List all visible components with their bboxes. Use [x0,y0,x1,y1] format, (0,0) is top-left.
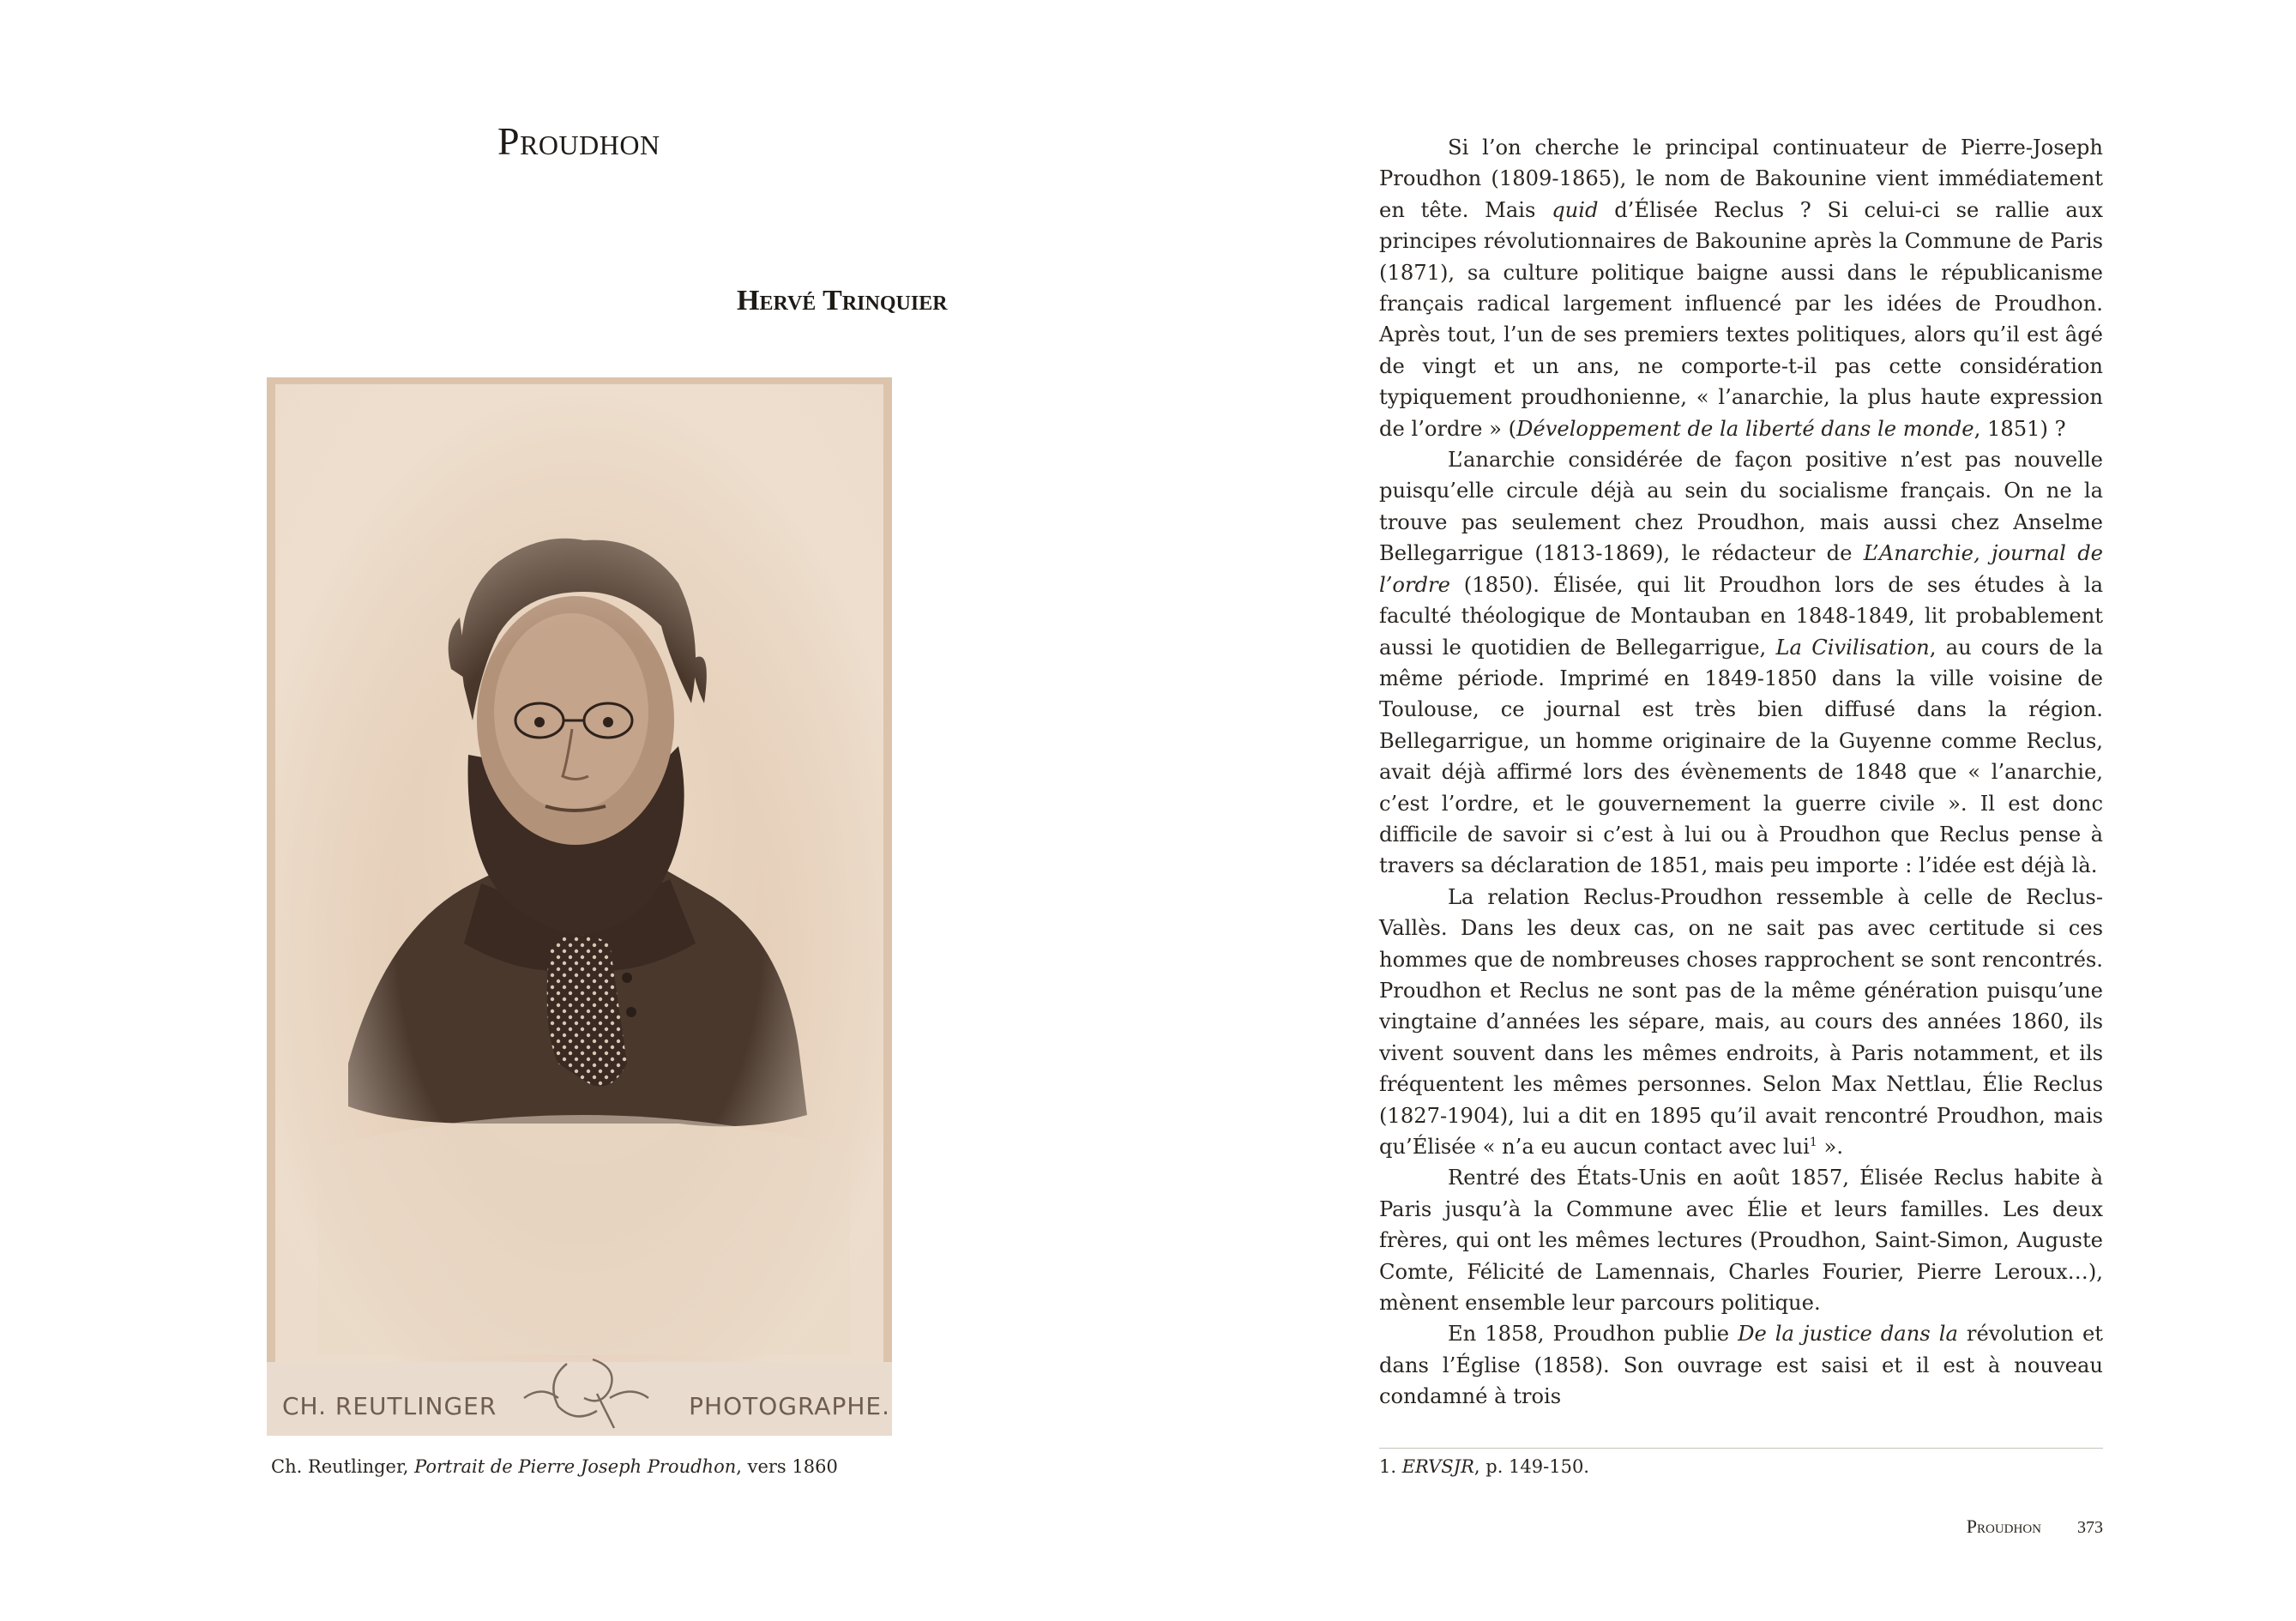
body-text [1379,132,2103,1413]
text-run: ». [1817,1135,1844,1159]
footnote-source: ERVSJR [1401,1456,1474,1477]
footnote-ref: 1 [1809,1135,1817,1149]
text-run: Si l’on cherche le principal continuateur de Pierre-Joseph Proudhon (1809-1865), le nom de Bakounine vient immédiatement en tête. Mais [1379,136,2103,222]
running-head-title: Proudhon [1966,1516,2041,1537]
caption-suffix: , vers 1860 [736,1456,838,1477]
text-run: révolution et dans l’Église (1858). Son ouvrage est saisi et il est à nouveau condamné à trois [1379,1322,2103,1409]
portrait-photograph [267,377,892,1436]
caption-prefix: Ch. Reutlinger, [271,1456,415,1477]
body-paragraph [1379,882,2103,1163]
italic-run: L’Anarchie, journal de l’ordre [1379,541,2104,597]
text-run: d’Élisée Reclus ? Si celui-ci se rallie aux principes révolutionnaires de Bakounine après la Commune de Paris (1871), sa culture politique baigne aussi dans le républicanisme français radical largement influencé par les idées de Proudhon. Après tout, l’un de ses premiers textes politiques, alors qu’il est âgé de vingt et un ans, ne comporte-t-il pas cette considération typiquement proudhonienne, « l’anarchie, la plus haute expression de l’ordre » ( [1379,197,2103,441]
text-run: , 1851) ? [1974,416,2066,441]
page-number: 373 [2077,1518,2103,1537]
chapter-author: Hervé Trinquier [737,285,948,316]
footnote-rest: , p. 149-150. [1473,1456,1589,1477]
text-run: L’anarchie considérée de façon positive n’est pas nouvelle puisqu’elle circule déjà au sein du socialisme français. On ne la trouve pas seulement chez Proudhon, mais aussi chez Anselme Bellegarrigue (1813-1869), le rédacteur de [1379,448,2103,566]
italic-run: Développement de la liberté dans le monde [1516,416,1974,441]
text-run: Rentré des États-Unis en août 1857, Élisée Reclus habite à Paris jusqu’à la Commune avec Élie et leurs familles. Les deux frères, qui ont les mêmes lectures (Proudhon, Saint-Simon, Auguste Comte, Félicité de Lamennais, Charles Fourier, Pierre Leroux…), mènent ensemble leur parcours politique. [1379,1166,2103,1316]
text-run: La relation Reclus-Proudhon ressemble à celle de Reclus-Vallès. Dans les deux cas, on ne sait pas avec certitude si ces hommes que de nombreuses choses rapprochent se sont rencontrés. Proudhon et Reclus ne sont pas de la même génération puisqu’une vingtaine d’années les sépare, mais, au cours des années 1860, ils vivent souvent dans les mêmes endroits, à Paris notamment, et ils fréquentent les mêmes personnes. Selon Max Nettlau, Élie Reclus (1827-1904), lui a dit en 1895 qu’il avait rencontré Proudhon, mais qu’Élisée « n’a eu aucun contact avec lui [1379,884,2103,1159]
body-paragraph [1379,132,2103,444]
text-run: En 1858, Proudhon publie [1448,1322,1739,1347]
italic-run: La Civilisation [1775,635,1930,660]
right-page [1148,0,2296,1621]
running-head [1919,1516,2103,1538]
photo-caption [271,1456,1043,1477]
footnote-divider [1379,1448,2103,1449]
italic-run: quid [1552,197,1599,222]
body-paragraph [1379,1318,2103,1412]
body-paragraph [1379,444,2103,882]
photographer-label: PHOTOGRAPHE. [689,1392,890,1420]
italic-run: De la justice dans la [1738,1322,1958,1347]
text-run: , au cours de la même période. Imprimé en 1849-1850 dans la ville voisine de Toulouse, ce journal est très bien diffusé dans la région. Bellegarrigue, un homme originaire de la Guyenne comme Reclus, avait déjà affirmé lors des évènements de 1848 que « l’anarchie, c’est l’ordre, et le gouvernement la guerre civile ». Il est donc difficile de savoir si c’est à lui ou à Proudhon que Reclus pense à travers sa déclaration de 1851, mais peu importe : l’idée est déjà là. [1379,635,2103,878]
body-paragraph [1379,1162,2103,1318]
footnote [1379,1456,2103,1477]
caption-title: Portrait de Pierre Joseph Proudhon [414,1456,737,1477]
text-run: (1850). Élisée, qui lit Proudhon lors de ses études à la faculté théologique de Montauban en 1848-1849, lit probablement aussi le quotidien de Bellegarrigue, [1379,572,2103,660]
chapter-title: Proudhon [497,119,660,163]
footnote-number: 1. [1379,1456,1402,1477]
portrait-image [267,377,892,1436]
photographer-mark: CH. REUTLINGER [282,1392,497,1420]
